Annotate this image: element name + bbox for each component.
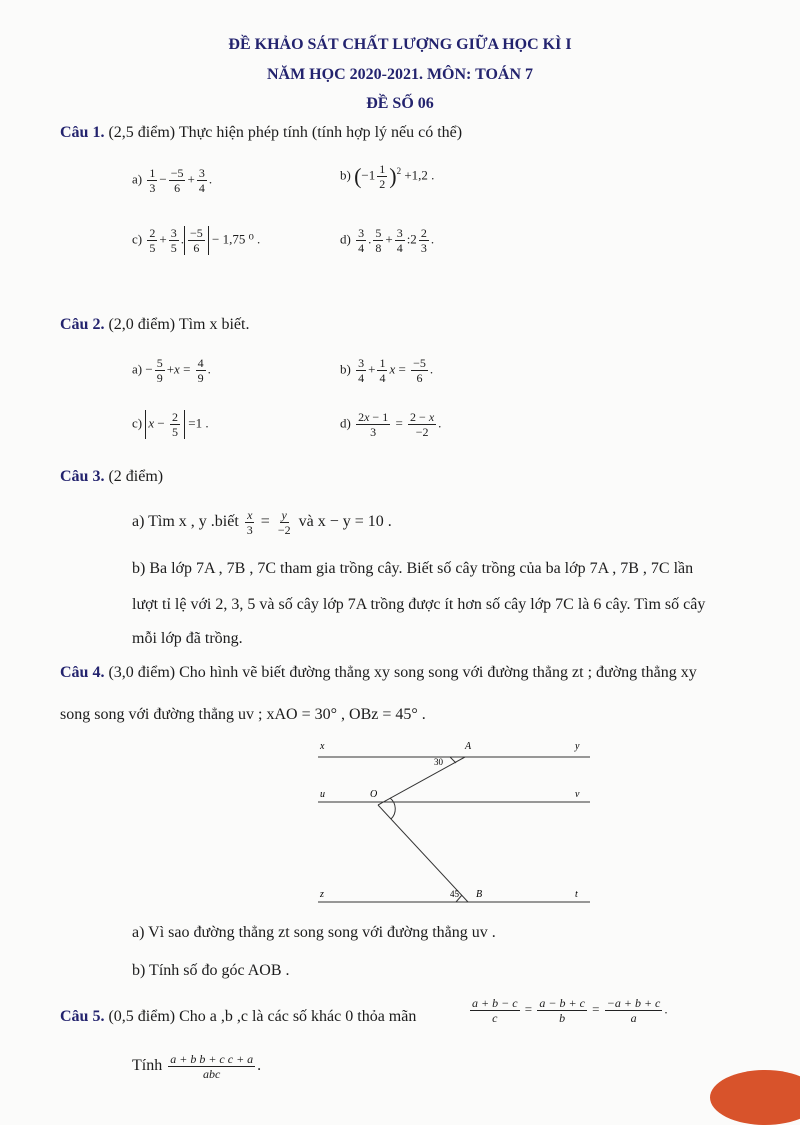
q5-label: Câu 5. [60,1008,105,1025]
frac-den: a [630,1011,637,1025]
frac: $\frac{5}{8}$ [375,226,382,255]
q4-label: Câu 4. [60,664,105,681]
frac: $\frac{y}{-2}$ [277,508,291,537]
segment-OB [378,805,468,902]
label-O: O [370,789,378,800]
q2-c-tail: =1 . [188,415,209,431]
q1-text: (2,5 điểm) Thực hiện phép tính (tính hợp lý nếu có thể) [108,124,463,141]
frac-num: −a + b + c [606,996,661,1010]
frac: $\frac{5}{9}$ [156,356,163,385]
label-z: z [320,889,324,900]
frac [168,1052,255,1081]
q4-a: a) Vì sao đường thẳng zt song song với đường thẳng uv . [132,924,496,941]
q3-label: Câu 3. [60,468,105,485]
q5-calc: Tính $\frac{\text{a + b b + c c + a}}{\text{abc}}$ . [132,1052,262,1081]
frac: $\frac{1}{2}$ [379,162,386,191]
frac: $\frac{2}{5}$ [149,226,156,255]
frac: $\frac{x}{3}$ [246,508,253,537]
geometry-figure [300,735,600,910]
q1-a: a) $\frac{1}{3}$ − $\frac{-5}{6}$ + $\frac{3}{4}$ . [132,166,213,195]
q3-a-tail: và x − y = 10 . [298,513,392,531]
q3-a: a) Tìm x , y .biết $\frac{x}{3}$ = $\frac{y}{-2}$ và x − y = 10 . [132,508,392,537]
q3-heading [60,468,163,486]
q3-b-line1: b) Ba lớp 7A , 7B , 7C tham gia trồng cây. Biết số cây trồng của ba lớp 7A , 7B , 7C lần [132,560,694,577]
q2-b: b) $\frac{3}{4}$ + $\frac{1}{4}$ x = $\frac{-5}{6}$ . [340,356,434,385]
q1-b: b) (−1 $\frac{1}{2}$ )$^2$ +1,2 . [340,162,435,191]
label-u: u [320,789,325,800]
frac: $\frac{2}{3}$ [420,226,427,255]
label-B: B [476,889,483,900]
q1-d: d) $\frac{3}{4}$ . $\frac{5}{8}$ + $\frac{3}{4}$ :2 $\frac{2}{3}$ . [340,226,435,255]
frac: $\frac{-5}{6}$ [170,166,184,195]
q1-c: c) $\frac{2}{5}$ + $\frac{3}{5}$ . $\frac{-5}{6}$ − 1,75 ⁰ . [132,226,261,255]
frac [470,996,520,1025]
q2-text: (2,0 điểm) Tìm x biết. [108,316,250,333]
frac: $\frac{-5}{6}$ [189,226,203,255]
frac: $\frac{1}{3}$ [149,166,156,195]
q4-heading [60,664,697,682]
frac: $\frac{2}{5}$ [171,410,178,439]
exam-number: ĐỀ SỐ 06 [366,95,434,112]
frac-den: c [492,1011,498,1025]
q1-d-label: d) [340,231,351,247]
q2-b-label: b) [340,361,351,377]
q3-a-text: a) Tìm x , y .biết [132,513,239,531]
frac: $\frac{2 - x}{-2}$ [410,410,435,439]
q2-a: a) − $\frac{5}{9}$ +x = $\frac{4}{9}$ . [132,356,211,385]
q1-d-colon: :2 [406,231,417,247]
corner-decoration [710,1070,800,1125]
frac: $\frac{3}{4}$ [358,226,365,255]
label-x: x [320,741,325,752]
school-year: NĂM HỌC 2020-2021. MÔN: TOÁN 7 [266,66,534,83]
q3-b-line3: mỗi lớp đã trồng. [132,630,243,647]
q5-text: (0,5 điểm) Cho a ,b ,c là các số khác 0 thỏa mãn [108,1008,417,1025]
q1-label: Câu 1. [60,124,105,141]
label-t: t [575,889,578,900]
label-v: v [575,789,580,800]
q1-b-tail: +1,2 . [404,167,435,183]
segment-AO [378,757,465,805]
frac-num: a + b b + c c + a [170,1052,254,1066]
q1-c-tail: − 1,75 ⁰ . [211,231,261,247]
label-angle-30: 30 [434,757,443,767]
q2-d-label: d) [340,415,351,431]
q2-d: d) $\frac{2x - 1}{3}$ = $\frac{2 - x}{-2}$ . [340,410,442,439]
q5-heading [60,1008,416,1026]
label-y: y [575,741,580,752]
frac-den: abc [203,1067,221,1081]
q2-heading [60,316,249,334]
frac: $\frac{3}{4}$ [198,166,205,195]
frac: $\frac{3}{5}$ [170,226,177,255]
label-A: A [465,741,472,752]
frac: $\frac{4}{9}$ [197,356,204,385]
frac: $\frac{3}{4}$ [396,226,403,255]
q4-line1: (3,0 điểm) Cho hình vẽ biết đường thẳng xy song song với đường thẳng zt ; đường thẳng xy [108,664,697,681]
angle-mark-A [450,757,456,763]
q4-line2: song song với đường thẳng uv ; xAO = 30° , OBz = 45° . [60,706,426,723]
q3-b-line2: lượt tỉ lệ với 2, 3, 5 và số cây lớp 7A trồng được ít hơn số cây lớp 7C là 6 cây. Tìm số cây [132,596,706,613]
q2-c: c) x − $\frac{2}{5}$ =1 . [132,410,209,439]
q5-equality: $\frac{a + b - c}{c}$ = $\frac{a - b + c}{b}$ = $\frac{-a + b + c}{a}$ . [472,996,668,1025]
q1-b-label: b) [340,167,351,183]
q3-text: (2 điểm) [108,468,164,485]
frac [537,996,587,1025]
frac-den: b [559,1011,566,1025]
q2-c-label: c) [132,415,143,431]
exam-title: ĐỀ KHẢO SÁT CHẤT LƯỢNG GIỮA HỌC KÌ I [228,36,572,53]
q1-a-label: a) [132,171,143,187]
q1-heading [60,124,462,142]
q2-a-label: a) [132,361,143,377]
frac: $\frac{2x - 1}{3}$ [358,410,389,439]
q4-b: b) Tính số đo góc AOB . [132,962,290,979]
frac-num: a + b − c [472,996,518,1010]
frac: $\frac{1}{4}$ [379,356,386,385]
frac [605,996,663,1025]
label-angle-45: 45 [450,889,459,899]
frac-num: a − b + c [539,996,585,1010]
q5-calc-label: Tính [132,1057,163,1075]
frac: $\frac{3}{4}$ [358,356,365,385]
frac: $\frac{-5}{6}$ [413,356,426,385]
q1-c-label: c) [132,231,143,247]
angle-arc-O [390,798,395,819]
q2-label: Câu 2. [60,316,105,333]
